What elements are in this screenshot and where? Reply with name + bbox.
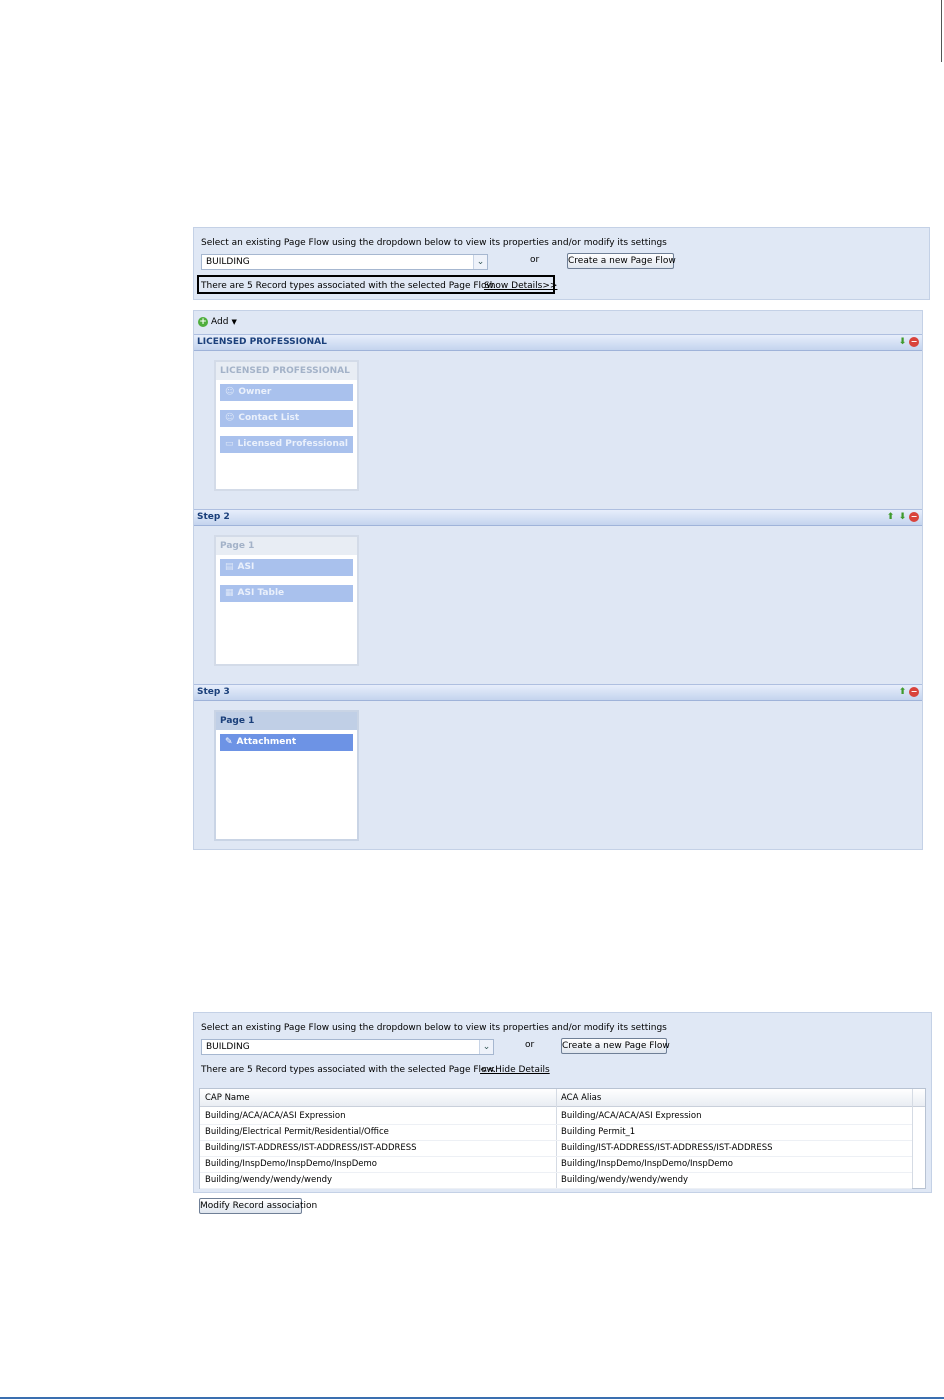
component-contact-list[interactable] — [220, 410, 353, 427]
cap-name-cell: Building/IST-ADDRESS/IST-ADDRESS/IST-ADDRESS — [205, 1143, 417, 1153]
page-flow-dropdown[interactable] — [201, 254, 488, 270]
create-page-flow-button[interactable]: Create a new Page Flow — [561, 1038, 667, 1054]
column-header-aca-alias[interactable]: ACA Alias — [561, 1093, 602, 1103]
page-title: Page 1 — [216, 712, 357, 730]
step-title: Step 3 — [197, 687, 230, 697]
aca-alias-cell: Building/ACA/ACA/ASI Expression — [561, 1111, 702, 1121]
chevron-down-icon[interactable]: ⌄ — [479, 1040, 493, 1054]
page-title: Page 1 — [216, 537, 357, 555]
or-label: or — [525, 1040, 535, 1050]
component-label: Owner — [238, 387, 272, 397]
record-association-table — [199, 1088, 926, 1189]
cap-name-cell: Building/ACA/ACA/ASI Expression — [205, 1111, 346, 1121]
component-label: Attachment — [236, 737, 297, 747]
dropdown-value: BUILDING — [206, 1042, 250, 1052]
or-label: or — [530, 255, 540, 265]
move-down-icon[interactable]: ⬇ — [898, 512, 907, 522]
create-page-flow-button[interactable]: Create a new Page Flow — [567, 253, 674, 269]
component-label: ASI Table — [237, 588, 285, 598]
move-up-icon[interactable]: ⬆ — [898, 687, 907, 697]
aca-alias-cell: Building/IST-ADDRESS/IST-ADDRESS/IST-ADDRESS — [561, 1143, 773, 1153]
component-attachment[interactable] — [220, 734, 353, 751]
selector-instruction: Select an existing Page Flow using the dropdown below to view its properties and/or modify its settings — [201, 1023, 667, 1033]
page-flow-selector-top — [193, 227, 930, 300]
page-box[interactable] — [214, 710, 359, 841]
move-up-icon[interactable]: ⬆ — [886, 512, 895, 522]
page-flow-steps — [193, 310, 923, 850]
table-row[interactable] — [200, 1156, 912, 1173]
page-margin-line — [941, 0, 942, 62]
page-box[interactable] — [214, 360, 359, 491]
add-menu[interactable] — [198, 317, 237, 327]
add-label: Add — [211, 317, 229, 327]
add-icon: + — [199, 317, 207, 327]
delete-icon[interactable]: − — [910, 337, 918, 346]
component-asi[interactable] — [220, 559, 353, 576]
page-flow-dropdown[interactable] — [201, 1039, 494, 1055]
page-title: LICENSED PROFESSIONAL — [216, 362, 357, 380]
table-row[interactable] — [200, 1108, 912, 1125]
aca-alias-cell: Building Permit_1 — [561, 1127, 636, 1137]
modify-record-association-button[interactable]: Modify Record association — [199, 1198, 302, 1214]
page-footer-rule — [0, 1397, 944, 1399]
move-down-icon[interactable]: ⬇ — [898, 337, 907, 347]
record-count-text: There are 5 Record types associated with the selected Page Flow. — [201, 281, 496, 291]
column-header-cap-name[interactable]: CAP Name — [205, 1093, 250, 1103]
selector-instruction: Select an existing Page Flow using the dropdown below to view its properties and/or modify its settings — [201, 238, 667, 248]
table-icon: ▦ — [225, 588, 234, 598]
form-icon: ▤ — [225, 562, 234, 572]
step-title: Step 2 — [197, 512, 230, 522]
table-row[interactable] — [200, 1140, 912, 1157]
cap-name-cell: Building/Electrical Permit/Residential/Office — [205, 1127, 389, 1137]
page-flow-selector-bottom — [193, 1012, 932, 1193]
component-licensed-professional[interactable] — [220, 436, 353, 453]
step-body — [194, 701, 922, 849]
component-label: Contact List — [238, 413, 300, 423]
component-label: Licensed Professional — [237, 439, 349, 449]
page-box[interactable] — [214, 535, 359, 666]
component-label: ASI — [237, 562, 255, 572]
step-header-step-2[interactable] — [194, 509, 922, 526]
id-card-icon: ▭ — [225, 439, 234, 449]
paperclip-icon: ✎ — [225, 737, 233, 747]
component-owner[interactable] — [220, 384, 353, 401]
cap-name-cell: Building/InspDemo/InspDemo/InspDemo — [205, 1159, 377, 1169]
hide-details-link[interactable]: <<Hide Details — [480, 1065, 550, 1075]
step-body — [194, 351, 922, 501]
chevron-down-icon[interactable]: ⌄ — [473, 255, 487, 269]
record-count-text: There are 5 Record types associated with the selected Page Flow. — [201, 1065, 496, 1075]
dropdown-value: BUILDING — [206, 257, 250, 267]
step-title: LICENSED PROFESSIONAL — [197, 337, 327, 347]
delete-icon[interactable]: − — [910, 512, 918, 521]
component-asi-table[interactable] — [220, 585, 353, 602]
table-row[interactable] — [200, 1172, 912, 1189]
contact-icon: ☺ — [225, 413, 235, 423]
cap-name-cell: Building/wendy/wendy/wendy — [205, 1175, 333, 1185]
person-icon: ☺ — [225, 387, 235, 397]
aca-alias-cell: Building/wendy/wendy/wendy — [561, 1175, 689, 1185]
step-body — [194, 526, 922, 676]
caret-down-icon: ▼ — [231, 318, 237, 326]
table-row[interactable] — [200, 1124, 912, 1141]
delete-icon[interactable]: − — [910, 687, 918, 696]
aca-alias-cell: Building/InspDemo/InspDemo/InspDemo — [561, 1159, 733, 1169]
step-header-step-3[interactable] — [194, 684, 922, 701]
column-divider — [912, 1089, 913, 1188]
show-details-link[interactable]: Show Details>> — [484, 281, 558, 291]
step-header-licensed-professional[interactable] — [194, 334, 922, 351]
table-header — [200, 1089, 925, 1107]
